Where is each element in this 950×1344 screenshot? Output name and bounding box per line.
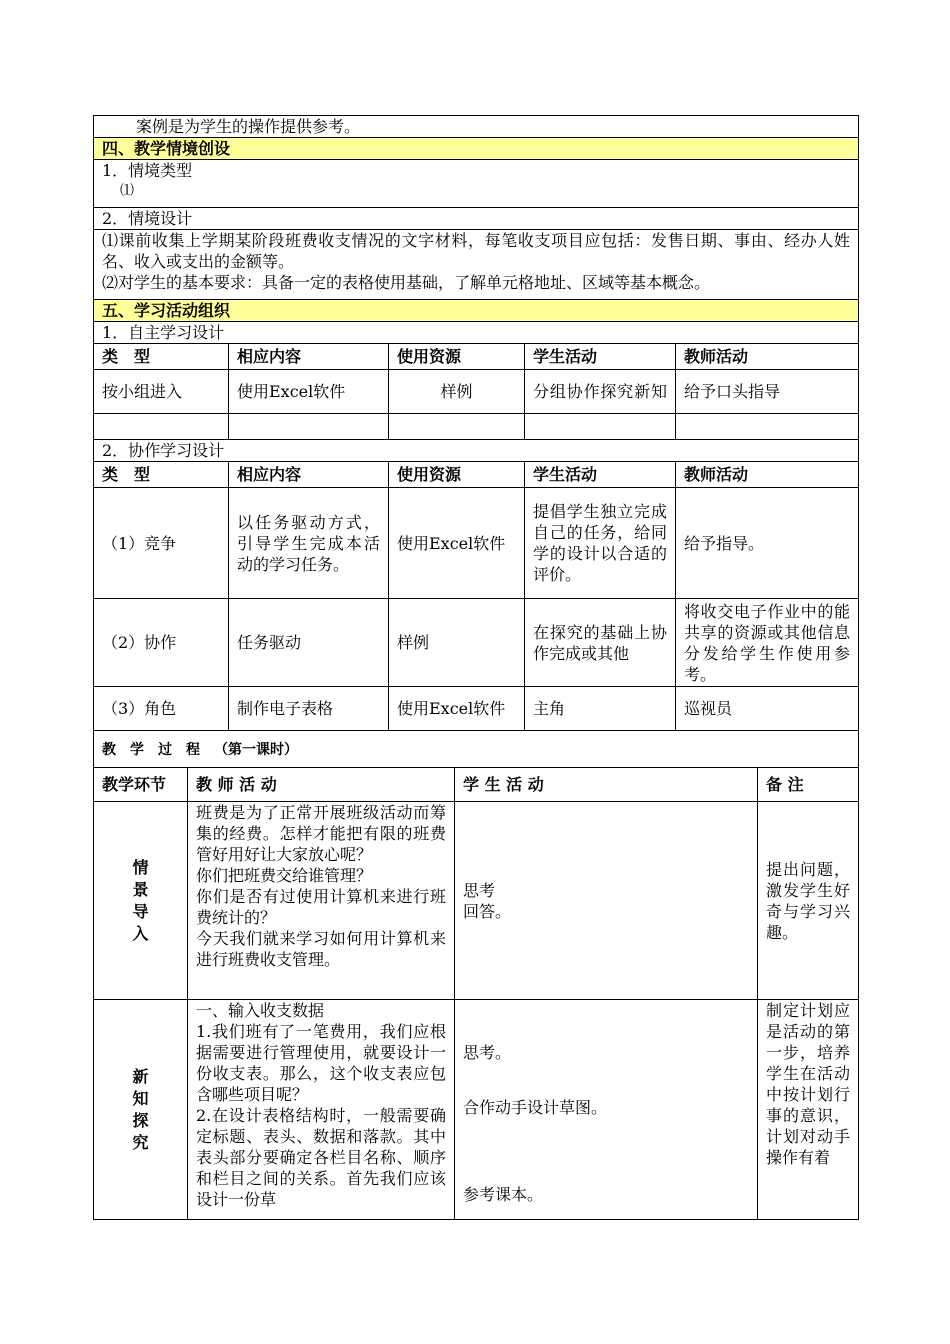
header-type: 类 型 — [94, 344, 229, 370]
cell: 任务驱动 — [229, 599, 389, 687]
stage-cell — [94, 802, 188, 1000]
situation-design-p2: ⑵对学生的基本要求：具备一定的表格使用基础，了解单元格地址、区域等基本概念。 — [102, 273, 711, 292]
table-row — [94, 488, 859, 599]
cell: 使用Excel软件 — [229, 370, 389, 414]
header-student-activity: 学生活动 — [525, 462, 676, 488]
table-row — [94, 599, 859, 687]
header-resource: 使用资源 — [389, 462, 525, 488]
note-cell: 提出问题，激发学生好奇与学习兴趣。 — [758, 802, 859, 1000]
situation-type-cell — [94, 160, 859, 208]
cell: 样例 — [389, 599, 525, 687]
teacher-line: 你们是否有过使用计算机来进行班费统计的？ — [196, 887, 446, 927]
header-stage: 教学环节 — [94, 768, 188, 802]
situation-design-label: 2．情境设计 — [94, 208, 859, 230]
header-teacher-activity: 教师活动 — [676, 344, 859, 370]
teacher-line: 今天我们就来学习如何用计算机来进行班费收支管理。 — [196, 929, 446, 969]
process-caption: 教学过程 — [102, 741, 214, 758]
process-row — [94, 1000, 859, 1220]
situation-design-cell — [94, 230, 859, 300]
teacher-activity-cell — [188, 1000, 455, 1220]
cell: （2）协作 — [94, 599, 229, 687]
cell: 将收交电子作业中的能共享的资源或其他信息分发给学生作使用参考。 — [676, 599, 859, 687]
student-line: 参考课本。 — [463, 1185, 544, 1204]
student-activity-cell — [455, 1000, 758, 1220]
process-row — [94, 802, 859, 1000]
section4-title: 四、教学情境创设 — [94, 138, 859, 160]
student-line: 思考 — [463, 880, 496, 900]
table-row — [94, 687, 859, 731]
situation-type-value: ⑴ — [120, 183, 134, 199]
process-caption-sub: （第一课时） — [214, 741, 298, 758]
cell: 样例 — [389, 370, 525, 414]
student-line: 思考。 — [463, 1043, 512, 1062]
section5-title: 五、学习活动组织 — [94, 300, 859, 322]
header-resource: 使用资源 — [389, 344, 525, 370]
table-row-empty — [94, 414, 859, 440]
header-student-activity: 学生活动 — [525, 344, 676, 370]
cell: 在探究的基础上协作完成或其他 — [525, 599, 676, 687]
intro-text: 案例是为学生的操作提供参考。 — [94, 116, 859, 138]
process-caption-cell — [94, 731, 859, 768]
cell: 制作电子表格 — [229, 687, 389, 731]
cell: 巡视员 — [676, 687, 859, 731]
teacher-line: 你们把班费交给谁管理？ — [196, 866, 373, 885]
cell: 按小组进入 — [94, 370, 229, 414]
cell: （3）角色 — [94, 687, 229, 731]
teacher-line: 1.我们班有了一笔费用，我们应根据需要进行管理使用，就要设计一份收支表。那么，这个收支表应包含哪些项目呢？ — [196, 1022, 446, 1104]
teaching-process-table — [93, 730, 859, 1220]
header-content: 相应内容 — [229, 462, 389, 488]
header-content: 相应内容 — [229, 344, 389, 370]
situation-design-p1: ⑴课前收集上学期某阶段班费收支情况的文字材料，每笔收支项目应包括：发售日期、事由、经办人姓名、收入或支出的金额等。 — [102, 231, 851, 271]
student-line: 回答。 — [463, 901, 512, 921]
self-study-header-row — [94, 344, 859, 370]
student-activity-cell — [455, 802, 758, 1000]
cell: 以任务驱动方式，引导学生完成本活动的学习任务。 — [229, 488, 389, 599]
self-study-label: 1．自主学习设计 — [94, 322, 859, 344]
situation-type-label: 1．情境类型 — [102, 161, 193, 180]
header-type: 类 型 — [94, 462, 229, 488]
process-header-row — [94, 768, 859, 802]
note-cell: 制定计划应是活动的第一步，培养学生在活动中按计划行事的意识，计划对动手操作有着 — [758, 1000, 859, 1220]
cell: （1）竞争 — [94, 488, 229, 599]
lesson-plan-table — [93, 115, 859, 731]
header-note: 备 注 — [758, 768, 859, 802]
document-page — [93, 115, 858, 1220]
cell: 提倡学生独立完成自己的任务，给同学的设计以合适的评价。 — [525, 488, 676, 599]
cell: 使用Excel软件 — [389, 687, 525, 731]
cell: 给予口头指导 — [676, 370, 859, 414]
student-line: 合作动手设计草图。 — [463, 1098, 608, 1117]
header-teacher: 教 师 活 动 — [188, 768, 455, 802]
header-student: 学 生 活 动 — [455, 768, 758, 802]
coop-study-label: 2．协作学习设计 — [94, 440, 859, 462]
cell: 分组协作探究新知 — [525, 370, 676, 414]
teacher-activity-cell — [188, 802, 455, 1000]
header-teacher-activity: 教师活动 — [676, 462, 859, 488]
stage-label: 新知探究 — [132, 1066, 149, 1152]
teacher-line: 班费是为了正常开展班级活动而筹集的经费。怎样才能把有限的班费管好用好让大家放心呢？ — [196, 803, 446, 864]
teacher-line: 2.在设计表格结构时，一般需要确定标题、表头、数据和落款。其中表头部分要确定各栏目名称、顺序和栏目之间的关系。首先我们应该设计一份草 — [196, 1106, 446, 1209]
coop-study-header-row — [94, 462, 859, 488]
cell: 主角 — [525, 687, 676, 731]
stage-label: 情景导入 — [132, 857, 149, 943]
cell: 给予指导。 — [676, 488, 859, 599]
table-row — [94, 370, 859, 414]
cell: 使用Excel软件 — [389, 488, 525, 599]
stage-cell — [94, 1000, 188, 1220]
teacher-line: 一、输入收支数据 — [196, 1001, 325, 1020]
